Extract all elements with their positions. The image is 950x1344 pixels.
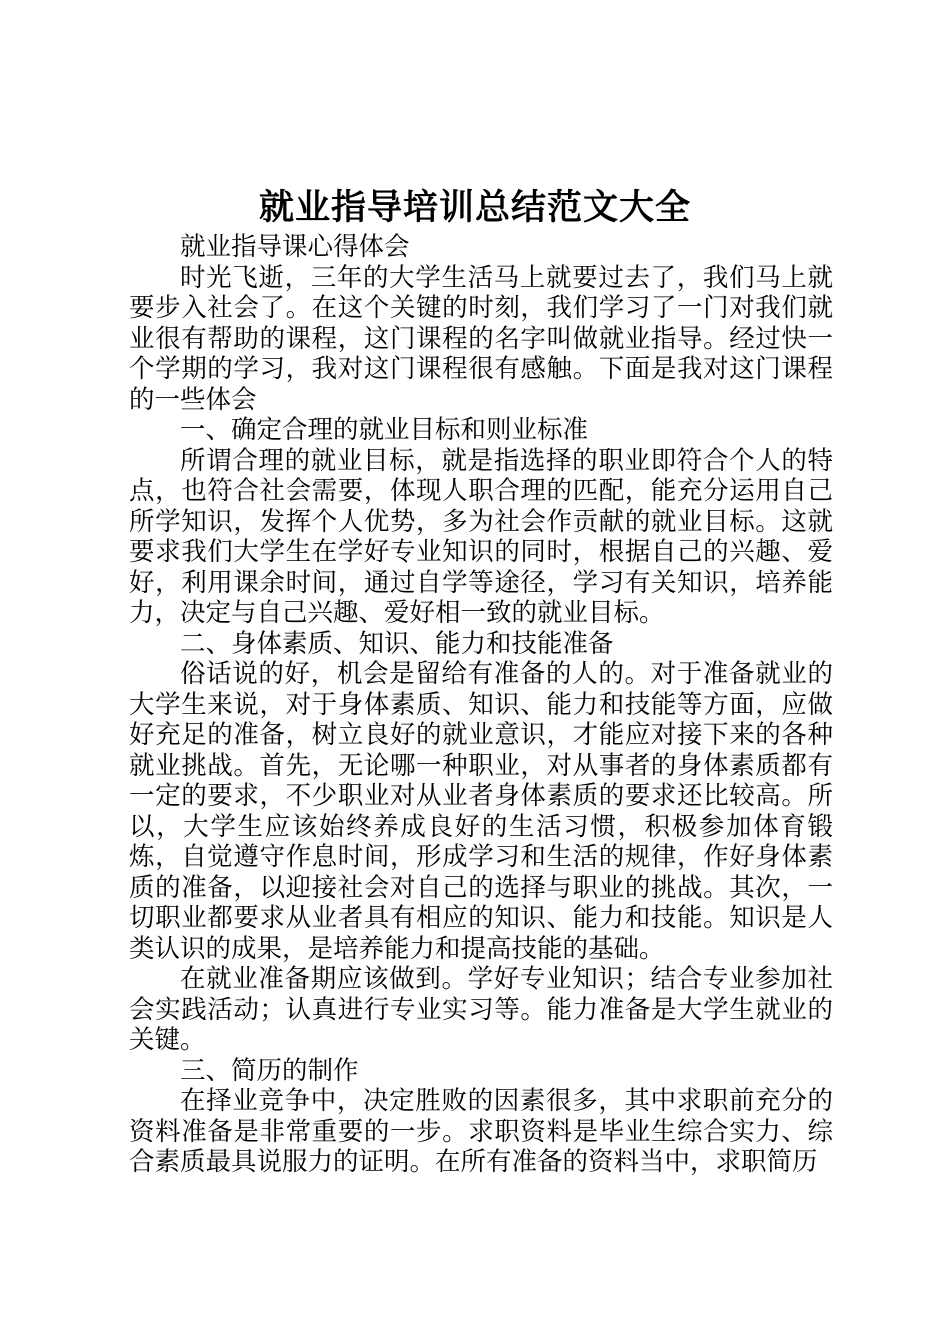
- section-heading-3: 三、简历的制作: [180, 1055, 359, 1086]
- paragraph-section-1: 所谓合理的就业目标，就是指选择的职业即符合个人的特点，也符合社会需要，体现人职合理的匹配，能充分运用自己所学知识，发挥个人优势，多为社会作贡献的就业目标。这就要求我们大学生在学好专业知识的同时，根据自己的兴趣、爱好，利用课余时间，通过自学等途径，学习有关知识，培养能力，决定与自己兴趣、爱好相一致的就业目标。: [129, 445, 833, 628]
- paragraph-section-3: 在择业竞争中，决定胜败的因素很多，其中求职前充分的资料准备是非常重要的一步。求职资料是毕业生综合实力、综合素质最具说服力的证明。在所有准备的资料当中，求职简历: [129, 1086, 833, 1177]
- section-heading-1: 一、确定合理的就业目标和则业标准: [180, 415, 589, 445]
- paragraph-subtitle: 就业指导课心得体会: [180, 232, 410, 262]
- paragraph-section-2b: 在就业准备期应该做到。学好专业知识；结合专业参加社会实践活动；认真进行专业实习等。能力准备是大学生就业的关键。: [129, 964, 833, 1055]
- section-heading-2: 二、身体素质、知识、能力和技能准备: [180, 628, 614, 659]
- paragraph-section-2: 俗话说的好，机会是留给有准备的人的。对于准备就业的大学生来说，对于身体素质、知识、能力和技能等方面，应做好充足的准备，树立良好的就业意识，才能应对接下来的各种就业挑战。首先，无论哪一种职业，对从事者的身体素质都有一定的要求，不少职业对从业者身体素质的要求还比较高。所以，大学生应该始终养成良好的生活习惯，积极参加体育锻炼，自觉遵守作息时间，形成学习和生活的规律，作好身体素质的准备，以迎接社会对自己的选择与职业的挑战。其次，一切职业都要求从业者具有相应的知识、能力和技能。知识是人类认识的成果，是培养能力和提高技能的基础。: [129, 659, 833, 964]
- paragraph-intro: 时光飞逝，三年的大学生活马上就要过去了，我们马上就要步入社会了。在这个关键的时刻，我们学习了一门对我们就业很有帮助的课程，这门课程的名字叫做就业指导。经过快一个学期的学习，我对这门课程很有感触。下面是我对这门课程的一些体会: [129, 262, 833, 415]
- document-title: 就业指导培训总结范文大全: [258, 187, 691, 228]
- document-body: [129, 232, 833, 1178]
